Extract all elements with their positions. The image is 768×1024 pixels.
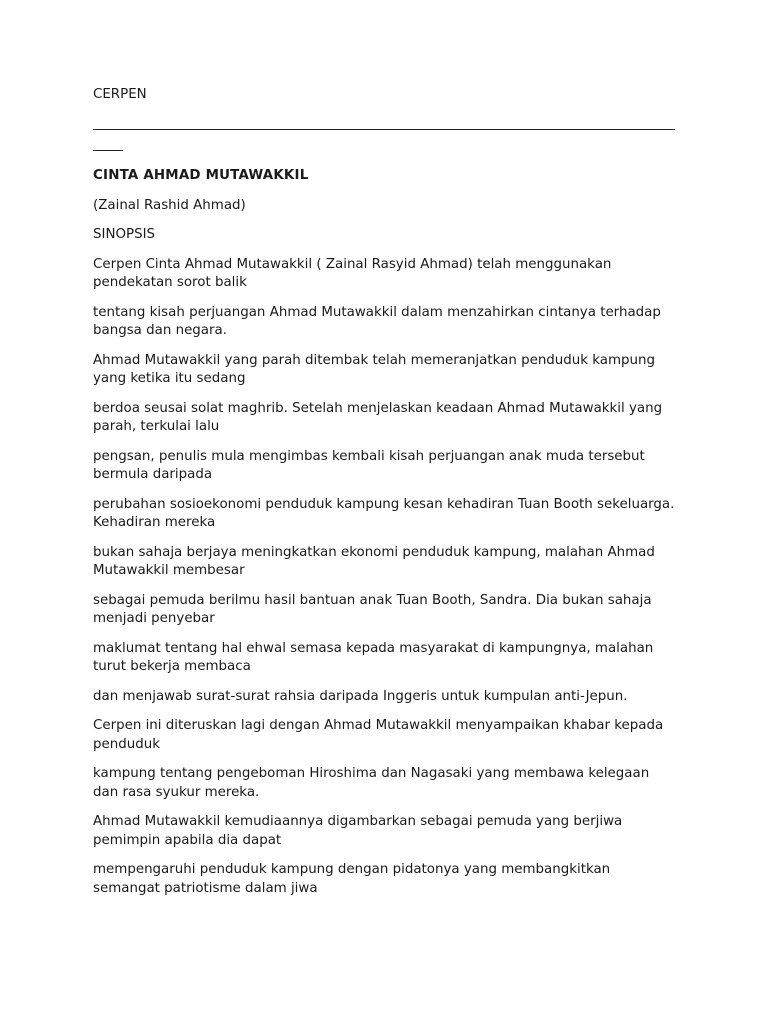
paragraph: Ahmad Mutawakkil yang parah ditembak telah memeranjatkan penduduk kampung yang ketika itu sedang — [93, 352, 656, 386]
rule-line — [93, 129, 675, 130]
paragraph: Cerpen Cinta Ahmad Mutawakkil ( Zainal Rasyid Ahmad) telah menggunakan pendekatan sorot balik — [93, 256, 612, 290]
author-line: (Zainal Rashid Ahmad) — [93, 197, 246, 213]
paragraph: pengsan, penulis mula mengimbas kembali kisah perjuangan anak muda tersebut bermula daripada — [93, 448, 645, 482]
paragraph: perubahan sosioekonomi penduduk kampung kesan kehadiran Tuan Booth sekeluarga. Kehadiran mereka — [93, 496, 675, 530]
section-heading: SINOPSIS — [93, 227, 156, 242]
paragraph: dan menjawab surat-surat rahsia daripada Inggeris untuk kumpulan anti-Jepun. — [93, 688, 628, 704]
paragraph: tentang kisah perjuangan Ahmad Mutawakkil dalam menzahirkan cintanya terhadap bangsa dan negara. — [93, 304, 661, 338]
document-title: CINTA AHMAD MUTAWAKKIL — [93, 168, 309, 183]
genre-label: CERPEN — [93, 87, 147, 102]
paragraph: berdoa seusai solat maghrib. Setelah menjelaskan keadaan Ahmad Mutawakkil yang parah, terkulai lalu — [93, 400, 663, 434]
paragraph: Cerpen ini diteruskan lagi dengan Ahmad Mutawakkil menyampaikan khabar kepada penduduk — [93, 718, 664, 752]
paragraph: maklumat tentang hal ehwal semasa kepada masyarakat di kampungnya, malahan turut bekerja membaca — [93, 640, 654, 674]
paragraph: bukan sahaja berjaya meningkatkan ekonomi penduduk kampung, malahan Ahmad Mutawakkil membesar — [93, 544, 655, 578]
paragraph: Ahmad Mutawakkil kemudiaannya digambarkan sebagai pemuda yang berjiwa pemimpin apabila dia dapat — [93, 814, 623, 848]
paragraph: sebagai pemuda berilmu hasil bantuan anak Tuan Booth, Sandra. Dia bukan sahaja menjadi penyebar — [93, 592, 652, 626]
paragraph: kampung tentang pengeboman Hiroshima dan Nagasaki yang membawa kelegaan dan rasa syukur mereka. — [93, 766, 650, 800]
horizontal-rule — [93, 129, 678, 165]
document-body — [93, 86, 678, 898]
rule-line-continuation — [93, 150, 123, 151]
paragraph: mempengaruhi penduduk kampung dengan pidatonya yang membangkitkan semangat patriotisme dalam jiwa — [93, 862, 611, 896]
